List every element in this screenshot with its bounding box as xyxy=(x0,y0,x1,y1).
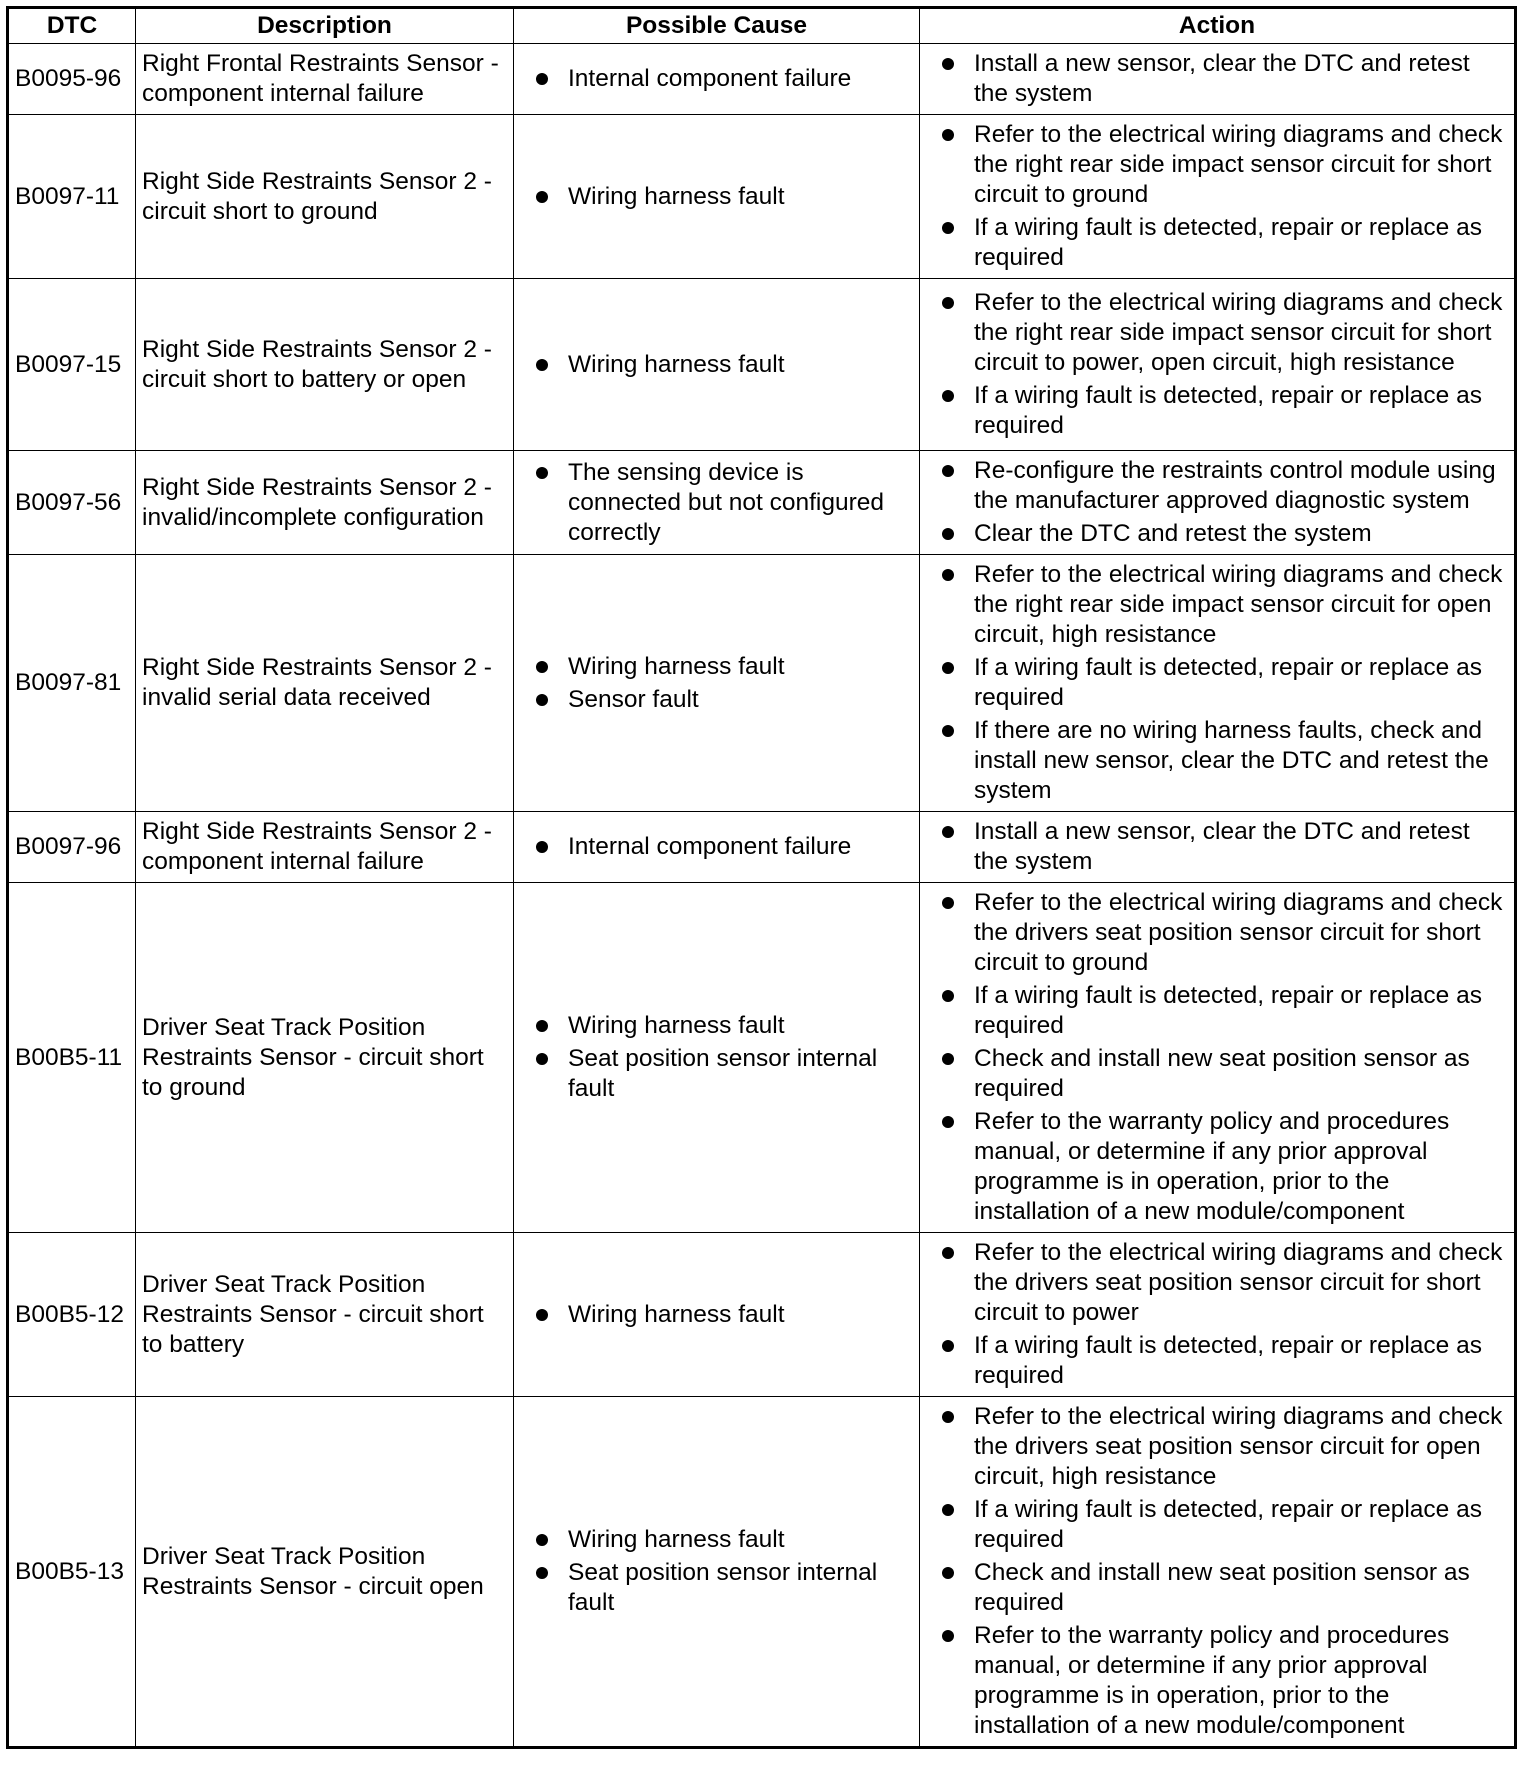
cause-list-item: Sensor fault xyxy=(532,685,913,715)
possible-cause-cell xyxy=(514,1397,920,1748)
action-list-item: Check and install new seat position sensor as required xyxy=(938,1558,1508,1618)
cause-list-item: The sensing device is connected but not configured correctly xyxy=(532,458,913,548)
action-list-item: Install a new sensor, clear the DTC and retest the system xyxy=(938,49,1508,109)
possible-cause-cell xyxy=(514,812,920,883)
cause-list xyxy=(532,832,913,862)
cause-list xyxy=(532,1525,913,1618)
possible-cause-cell xyxy=(514,1233,920,1397)
action-list-item: Refer to the electrical wiring diagrams and check the right rear side impact sensor circuit for short circuit to ground xyxy=(938,120,1508,210)
dtc-code-cell: B00B5-13 xyxy=(8,1397,136,1748)
cause-list-item: Wiring harness fault xyxy=(532,182,913,212)
description-cell: Right Side Restraints Sensor 2 - circuit short to ground xyxy=(136,115,514,279)
action-list-item: If a wiring fault is detected, repair or replace as required xyxy=(938,1495,1508,1555)
possible-cause-cell xyxy=(514,883,920,1233)
action-list-item: Refer to the electrical wiring diagrams and check the drivers seat position sensor circuit for short circuit to ground xyxy=(938,888,1508,978)
header-description: Description xyxy=(136,8,514,44)
action-list-item: Clear the DTC and retest the system xyxy=(938,519,1508,549)
cause-list xyxy=(532,182,913,212)
cause-list-item: Internal component failure xyxy=(532,832,913,862)
possible-cause-cell xyxy=(514,44,920,115)
table-row xyxy=(8,44,1516,115)
cause-list xyxy=(532,1300,913,1330)
dtc-code-cell: B00B5-11 xyxy=(8,883,136,1233)
cause-list-item: Internal component failure xyxy=(532,64,913,94)
cause-list-item: Wiring harness fault xyxy=(532,350,913,380)
possible-cause-cell xyxy=(514,451,920,555)
cause-list-item: Wiring harness fault xyxy=(532,652,913,682)
header-action: Action xyxy=(920,8,1516,44)
action-list xyxy=(938,1238,1508,1391)
action-list-item: Refer to the electrical wiring diagrams and check the right rear side impact sensor circuit for short circuit to power, open circuit, high resistance xyxy=(938,288,1508,378)
table-row xyxy=(8,812,1516,883)
cause-list-item: Seat position sensor internal fault xyxy=(532,1044,913,1104)
action-list-item: Refer to the warranty policy and procedures manual, or determine if any prior approval programme is in operation, prior to the installation of a new module/component xyxy=(938,1621,1508,1741)
possible-cause-cell xyxy=(514,555,920,812)
action-list-item: If a wiring fault is detected, repair or replace as required xyxy=(938,213,1508,273)
possible-cause-cell xyxy=(514,279,920,451)
header-dtc: DTC xyxy=(8,8,136,44)
description-cell: Right Side Restraints Sensor 2 - component internal failure xyxy=(136,812,514,883)
description-cell: Driver Seat Track Position Restraints Sensor - circuit short to ground xyxy=(136,883,514,1233)
table-row xyxy=(8,883,1516,1233)
action-list-item: Re-configure the restraints control module using the manufacturer approved diagnostic system xyxy=(938,456,1508,516)
action-list-item: Refer to the electrical wiring diagrams and check the right rear side impact sensor circuit for open circuit, high resistance xyxy=(938,560,1508,650)
cause-list-item: Wiring harness fault xyxy=(532,1011,913,1041)
table-row xyxy=(8,115,1516,279)
dtc-code-cell: B00B5-12 xyxy=(8,1233,136,1397)
action-list-item: If a wiring fault is detected, repair or replace as required xyxy=(938,981,1508,1041)
action-list-item: Refer to the electrical wiring diagrams and check the drivers seat position sensor circuit for short circuit to power xyxy=(938,1238,1508,1328)
table-row xyxy=(8,451,1516,555)
cause-list-item: Seat position sensor internal fault xyxy=(532,1558,913,1618)
action-cell xyxy=(920,1233,1516,1397)
description-cell: Right Side Restraints Sensor 2 - invalid/incomplete configuration xyxy=(136,451,514,555)
table-row xyxy=(8,1397,1516,1748)
action-cell xyxy=(920,812,1516,883)
description-cell: Right Frontal Restraints Sensor - component internal failure xyxy=(136,44,514,115)
table-row xyxy=(8,279,1516,451)
possible-cause-cell xyxy=(514,115,920,279)
description-cell: Right Side Restraints Sensor 2 - invalid serial data received xyxy=(136,555,514,812)
table-row xyxy=(8,555,1516,812)
cause-list xyxy=(532,1011,913,1104)
action-cell xyxy=(920,451,1516,555)
action-list-item: Refer to the warranty policy and procedures manual, or determine if any prior approval programme is in operation, prior to the installation of a new module/component xyxy=(938,1107,1508,1227)
action-list xyxy=(938,1402,1508,1741)
table-row xyxy=(8,1233,1516,1397)
header-row xyxy=(8,8,1516,44)
action-list-item: If a wiring fault is detected, repair or replace as required xyxy=(938,1331,1508,1391)
cause-list-item: Wiring harness fault xyxy=(532,1525,913,1555)
dtc-code-cell: B0097-15 xyxy=(8,279,136,451)
action-list xyxy=(938,560,1508,806)
dtc-code-cell: B0097-11 xyxy=(8,115,136,279)
action-list xyxy=(938,49,1508,109)
table-body xyxy=(8,44,1516,1748)
action-list xyxy=(938,120,1508,273)
description-cell: Right Side Restraints Sensor 2 - circuit short to battery or open xyxy=(136,279,514,451)
dtc-code-cell: B0097-81 xyxy=(8,555,136,812)
action-cell xyxy=(920,883,1516,1233)
action-list xyxy=(938,817,1508,877)
cause-list xyxy=(532,350,913,380)
action-list xyxy=(938,888,1508,1227)
action-list-item: If a wiring fault is detected, repair or replace as required xyxy=(938,381,1508,441)
dtc-table xyxy=(6,6,1517,1749)
cause-list xyxy=(532,652,913,715)
dtc-code-cell: B0097-56 xyxy=(8,451,136,555)
dtc-code-cell: B0095-96 xyxy=(8,44,136,115)
description-cell: Driver Seat Track Position Restraints Sensor - circuit open xyxy=(136,1397,514,1748)
action-cell xyxy=(920,44,1516,115)
description-cell: Driver Seat Track Position Restraints Sensor - circuit short to battery xyxy=(136,1233,514,1397)
action-list xyxy=(938,288,1508,441)
action-list xyxy=(938,456,1508,549)
dtc-code-cell: B0097-96 xyxy=(8,812,136,883)
action-list-item: If a wiring fault is detected, repair or replace as required xyxy=(938,653,1508,713)
cause-list xyxy=(532,64,913,94)
action-cell xyxy=(920,555,1516,812)
cause-list xyxy=(532,458,913,548)
action-cell xyxy=(920,279,1516,451)
header-possible-cause: Possible Cause xyxy=(514,8,920,44)
action-list-item: Check and install new seat position sensor as required xyxy=(938,1044,1508,1104)
action-list-item: Install a new sensor, clear the DTC and retest the system xyxy=(938,817,1508,877)
action-cell xyxy=(920,115,1516,279)
action-cell xyxy=(920,1397,1516,1748)
action-list-item: If there are no wiring harness faults, check and install new sensor, clear the DTC and retest the system xyxy=(938,716,1508,806)
cause-list-item: Wiring harness fault xyxy=(532,1300,913,1330)
action-list-item: Refer to the electrical wiring diagrams and check the drivers seat position sensor circuit for open circuit, high resistance xyxy=(938,1402,1508,1492)
